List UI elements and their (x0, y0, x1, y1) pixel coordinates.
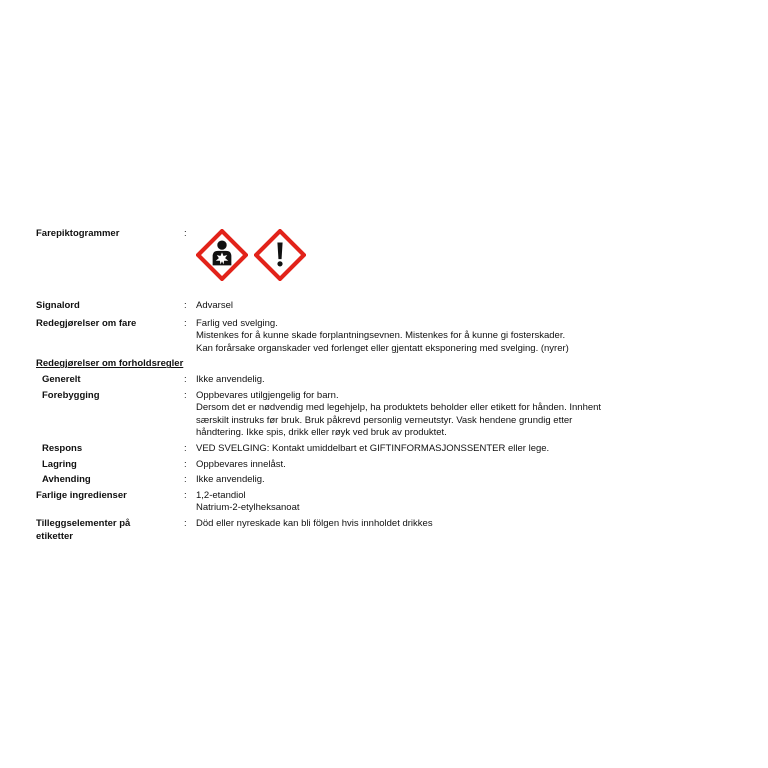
ingredient-item: 1,2-etandiol (196, 489, 246, 501)
hazard-statements-value (194, 318, 736, 356)
prevention-line: Dersom det er nødvendig med legehjelp, ha produktets beholder eller etikett for hånden. Innhent (196, 402, 602, 414)
signal-word-row (36, 300, 736, 313)
disposal-value: Ikke anvendelig. (196, 474, 265, 486)
precautionary-title: Redegjørelser om forholdsregler (36, 358, 184, 370)
prevention-value (194, 390, 736, 440)
pictograms-row (36, 228, 736, 299)
disposal-label: Avhending (42, 474, 91, 486)
pictograms-label: Farepiktogrammer (36, 228, 120, 239)
disposal-row (36, 474, 736, 487)
hazard-statement-line: Mistenkes for å kunne skade forplantningsevnen. Mistenkes for å kunne gi fosterskader. (196, 330, 566, 342)
supplemental-colon: : (184, 517, 187, 529)
hazard-statements-row (36, 318, 736, 356)
hazard-statements-colon: : (184, 317, 187, 329)
hazard-statement-line: Kan forårsake organskader ved forlenget eller gjentatt eksponering med svelging. (nyrer) (196, 342, 569, 354)
storage-value: Oppbevares innelåst. (196, 458, 286, 470)
hazard-statements-label: Redegjørelser om fare (36, 317, 137, 329)
pictogram-list (196, 229, 736, 281)
response-label: Respons (42, 442, 83, 454)
general-label: Generelt (42, 373, 81, 385)
hazard-statement-line: Farlig ved svelging. (196, 317, 278, 329)
storage-label: Lagring (42, 458, 77, 470)
prevention-colon: : (184, 389, 187, 401)
supplemental-value: Död eller nyreskade kan bli fölgen hvis innholdet drikkes (196, 517, 433, 529)
supplemental-label-line: Tilleggselementer på (36, 517, 131, 529)
response-value: VED SVELGING: Kontakt umiddelbart et GIFTINFORMASJONSSENTER eller lege. (196, 442, 550, 454)
ingredient-item: Natrium-2-etylheksanoat (196, 502, 300, 514)
pictograms-colon: : (184, 228, 187, 239)
prevention-line: håndtering. Ikke spis, drikk eller røyk ved bruk av produktet. (196, 427, 447, 439)
hazardous-ingredients-row (36, 490, 736, 515)
general-row (36, 374, 736, 387)
storage-colon: : (184, 458, 187, 470)
hazardous-ingredients-label: Farlige ingredienser (36, 489, 127, 501)
supplemental-label-line: etiketter (36, 530, 73, 542)
response-row (36, 443, 736, 456)
signal-word-value: Advarsel (196, 300, 233, 311)
pictograms-value (194, 228, 736, 281)
prevention-line: Oppbevares utilgjengelig for barn. (196, 389, 339, 401)
storage-row (36, 459, 736, 472)
general-colon: : (184, 373, 187, 385)
signal-word-label: Signalord (36, 300, 80, 311)
signal-word-colon: : (184, 300, 187, 311)
supplemental-label (36, 518, 184, 543)
prevention-label: Forebygging (42, 389, 100, 401)
prevention-row (36, 390, 736, 440)
supplemental-row (36, 518, 736, 543)
disposal-colon: : (184, 474, 187, 486)
response-colon: : (184, 442, 187, 454)
label-elements-section (36, 228, 736, 543)
hazardous-ingredients-value (194, 490, 736, 515)
general-value: Ikke anvendelig. (196, 373, 265, 385)
hazardous-ingredients-colon: : (184, 489, 187, 501)
prevention-line: særskilt instruks før bruk. Bruk påkrevd personlig verneutstyr. Vask hendene grundig etter (196, 414, 573, 426)
exclamation-mark-icon (254, 229, 306, 281)
health-hazard-icon (196, 229, 248, 281)
